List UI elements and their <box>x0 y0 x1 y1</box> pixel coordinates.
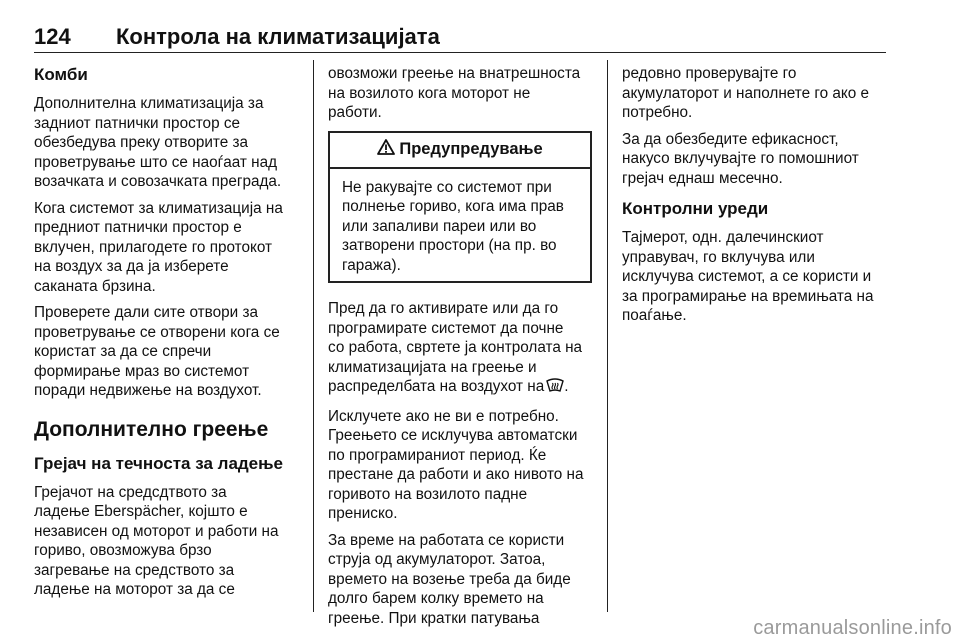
paragraph: За време на работата се користи струја од акумулаторот. Затоа, времето на возење треба да биде долго барем колку времето на греење. При кратки патувања <box>328 531 571 627</box>
column-divider <box>607 60 608 612</box>
subheading-kombi: Комби <box>34 65 88 84</box>
column-divider <box>313 60 314 612</box>
subsection-heading: Грејач на течноста за ладење <box>34 453 283 473</box>
warning-triangle-icon <box>377 139 395 160</box>
paragraph: За да обезбедите ефикасност, накусо вклучувајте го помошниот грејач еднаш месечно. <box>622 130 859 187</box>
paragraph: Проверете дали сите отвори за проветрување се отворени кога се користат за да се спречи формирање мраз во системот поради недвижење на воздухот. <box>34 304 280 399</box>
column-left <box>34 64 298 607</box>
running-title: Контрола на климатизацијата <box>116 24 440 49</box>
warning-body <box>330 169 590 282</box>
paragraph: Грејачот на средсдтвото за ладење Eberspächer, којшто е независен од моторот и работи на гориво, овозможува брзо загревање на средството за ладење на моторот за да се <box>34 483 279 598</box>
warning-header <box>330 133 590 169</box>
paragraph: овозможи греење на внатрешноста на возилото кога моторот не работи. <box>328 65 581 121</box>
warning-text: Не ракувајте со системот при полнење гориво, кога има прав или запаливи пареи или во затворени простори (на пр. во гаража). <box>342 178 564 274</box>
paragraph: редовно проверувајте го акумулаторот и наполнете го ако е потребно. <box>622 65 870 121</box>
subsection-heading: Контролни уреди <box>622 199 769 218</box>
paragraph: Исклучете ако не ви е потребно. Греењето се исклучува автоматски по програмираниот период. Ќе престане да работи и ако нивото на горивото на возилото падне прениско. <box>328 407 584 522</box>
paragraph <box>328 299 592 400</box>
warning-box <box>328 131 592 284</box>
warning-title: Предупредување <box>399 140 543 158</box>
column-right <box>622 64 886 333</box>
column-middle <box>328 64 592 635</box>
page-header <box>34 22 886 53</box>
paragraph-text: Пред да го активирате или да го програмирате системот да почне со работа, свртете ја контролата на климатизацијата на греење и распределбата на воздухот на <box>328 300 583 395</box>
watermark: carmanualsonline.info <box>753 617 952 639</box>
paragraph: Дополнителна климатизација за задниот патнички простор се обезбедува преку отворите за проветрување што се наоѓаат над возачката и совозачката преграда. <box>34 95 282 190</box>
paragraph: Кога системот за климатизација на предниот патнички простор е вклучен, прилагодете го протокот на воздух за да ја изберете саканата брзина. <box>34 199 283 295</box>
paragraph-end: . <box>564 378 569 395</box>
section-heading: Дополнително греење <box>34 417 269 441</box>
page-number: 124 <box>34 24 71 49</box>
windscreen-defrost-icon <box>546 378 564 400</box>
paragraph: Тајмерот, одн. далечинскиот управувач, го вклучува или исклучува системот, а се користи и за програмирање на времињата на поаѓање. <box>622 229 874 324</box>
